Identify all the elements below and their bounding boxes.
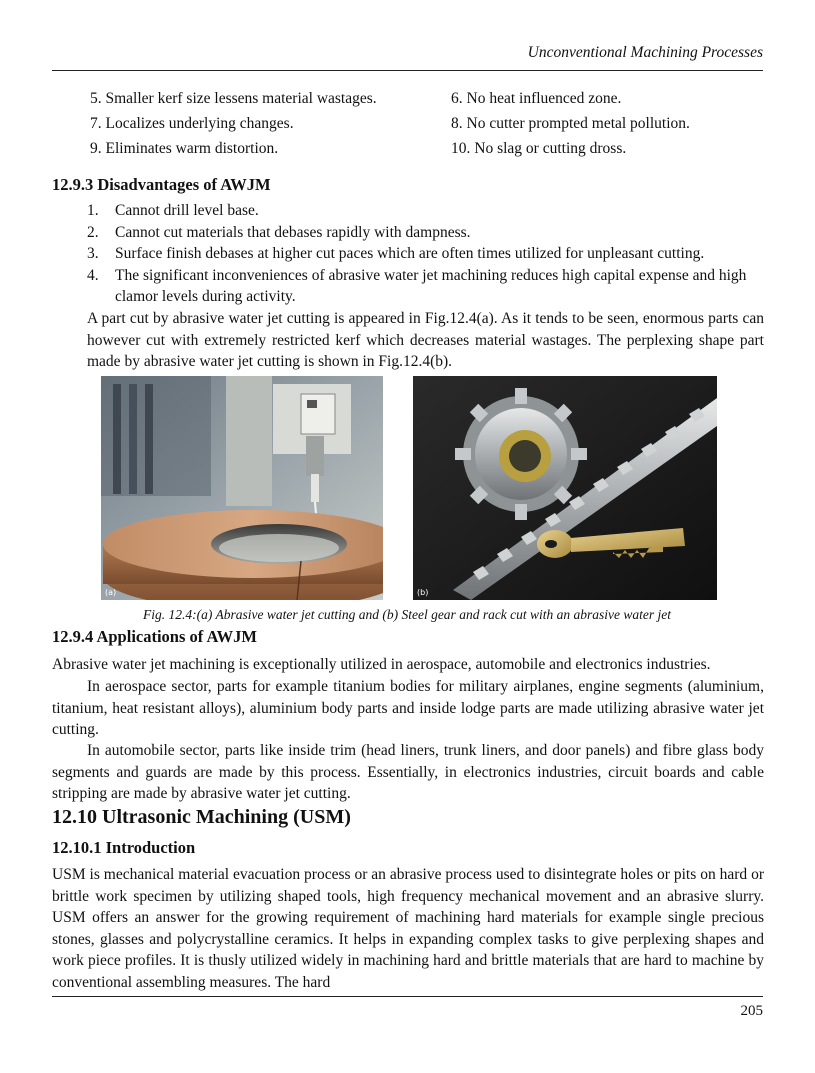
list-item-number: 4. — [87, 266, 99, 284]
advantages-row — [52, 140, 763, 165]
gear-rack-illustration — [413, 376, 717, 600]
list-item-number: 1. — [87, 202, 99, 219]
advantage-item: 7. Localizes underlying changes. — [90, 115, 294, 132]
figure-b-label: (b) — [417, 588, 429, 597]
advantage-item: 6. No heat influenced zone. — [451, 90, 622, 107]
section-heading-disadvantages: 12.9.3 Disadvantages of AWJM — [52, 175, 271, 194]
waterjet-illustration — [101, 376, 383, 600]
disadvantages-list — [52, 200, 764, 308]
disadvantages-paragraph: A part cut by abrasive water jet cutting is appeared in Fig.12.4(a). As it tends to be seen, enormous parts can however cut with extremely restricted kerf which decreases material wastages. The perplexing shape part made by abrasive water jet cutting is shown in Fig.12.4(b). — [87, 310, 764, 370]
section-heading-introduction: 12.10.1 Introduction — [52, 838, 196, 857]
list-item-number: 3. — [87, 245, 99, 262]
page-footer — [52, 996, 763, 1019]
list-item-text: The significant inconveniences of abrasive water jet machining reduces high capital expense and high clamor levels during activity. — [115, 266, 747, 305]
page-number: 205 — [740, 1003, 763, 1019]
list-item — [52, 222, 764, 244]
advantage-item: 10. No slag or cutting dross. — [451, 140, 627, 157]
advantage-item: 9. Eliminates warm distortion. — [90, 140, 279, 157]
list-item-text: Surface finish debases at higher cut paces which are often times utilized for unpleasant cutting. — [115, 245, 705, 262]
section-heading-applications: 12.9.4 Applications of AWJM — [52, 627, 257, 646]
list-item-text: Cannot cut materials that debases rapidly with dampness. — [115, 223, 471, 241]
advantages-row — [52, 90, 763, 115]
running-header — [52, 42, 763, 71]
list-item-number: 2. — [87, 223, 99, 241]
advantages-list-continued — [52, 90, 763, 165]
chapter-section-heading-usm: 12.10 Ultrasonic Machining (USM) — [52, 806, 351, 828]
applications-paragraph: In aerospace sector, parts for example titanium bodies for military airplanes, engine segments (aluminium, titanium, heat resistant alloys), aluminium body parts and inside lodge parts are made utilizing abrasive water jet cutting. — [52, 678, 764, 738]
advantages-row — [52, 115, 763, 140]
list-item — [52, 243, 764, 265]
advantage-item: 5. Smaller kerf size lessens material wastages. — [90, 90, 377, 107]
figure-a-waterjet-photo — [101, 376, 383, 600]
applications-paragraph: Abrasive water jet machining is exceptionally utilized in aerospace, automobile and electronics industries. — [52, 656, 711, 673]
list-item — [52, 265, 764, 308]
figure-b-gear-rack-photo — [413, 376, 717, 600]
usm-intro-paragraph: USM is mechanical material evacuation process or an abrasive process used to disintegrate holes or pits on hard or brittle work specimen by utilizing shaped tools, high frequency mechanical movement and an abrasive slurry. USM offers an answer for the growing requirement of machining hard materials for example single precious stones, glasses and polycrystalline ceramics. It helps in expanding complex tasks to give perplexing shapes and work piece profiles. It is thusly utilized widely in machining hard and brittle materials that are hard to machine by conventional assembling measures. The hard — [52, 866, 764, 991]
figure-a-label: (a) — [105, 588, 117, 597]
header-title: Unconventional Machining Processes — [527, 44, 763, 61]
figure-caption: Fig. 12.4:(a) Abrasive water jet cutting and (b) Steel gear and rack cut with an abrasive water jet — [143, 607, 672, 622]
advantage-item: 8. No cutter prompted metal pollution. — [451, 115, 690, 132]
applications-paragraph: In automobile sector, parts like inside trim (head liners, trunk liners, and door panels) and fibre glass body segments and guards are made by this process. Essentially, in electronics industries, circuit boards and cable stripping are made by abrasive water jet cutting. — [52, 742, 764, 802]
list-item-text: Cannot drill level base. — [115, 202, 259, 219]
list-item — [52, 200, 764, 222]
